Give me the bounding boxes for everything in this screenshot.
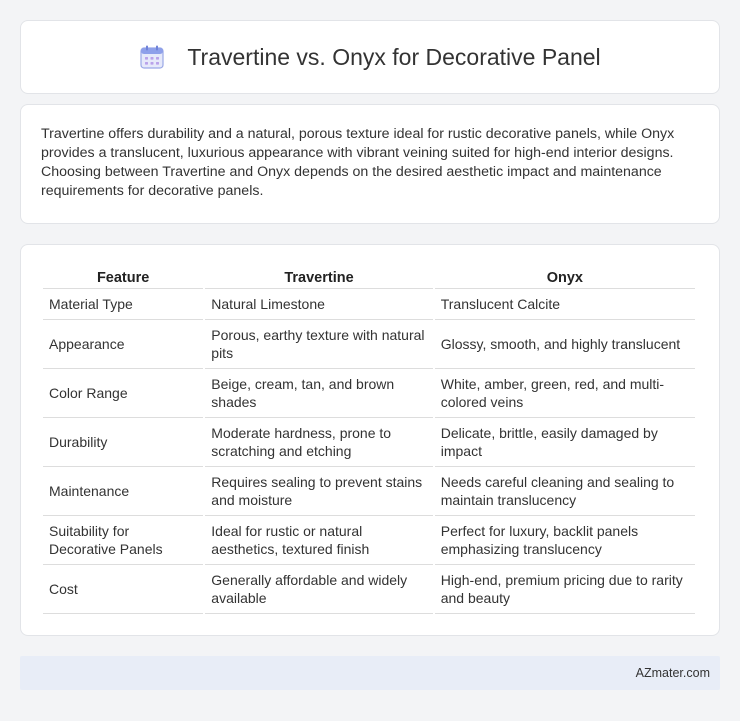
footer-brand[interactable]: AZmater.com [635,666,710,680]
table-row [43,516,695,565]
feature-cell: Maintenance [43,467,203,516]
onyx-cell: Delicate, brittle, easily damaged by impact [435,418,695,467]
feature-cell: Suitability for Decorative Panels [43,516,203,565]
feature-cell: Durability [43,418,203,467]
page-title: Travertine vs. Onyx for Decorative Panel [187,43,601,70]
header-travertine: Travertine [205,265,432,289]
feature-cell: Appearance [43,320,203,369]
intro-text: Travertine offers durability and a natural, porous texture ideal for rustic decorative panels, while Onyx provides a translucent, luxurious appearance with vibrant veining suited for high-end interior designs. Choosing between Travertine and Onyx depends on the desired aesthetic impact and maintenance requirements for decorative panels. [41,126,675,199]
calendar-icon [139,44,165,70]
intro-card [20,104,720,224]
header-onyx: Onyx [435,265,695,289]
feature-cell: Material Type [43,289,203,320]
comparison-table [41,265,697,614]
travertine-cell: Requires sealing to prevent stains and moisture [205,467,432,516]
comparison-card [20,244,720,636]
onyx-cell: Glossy, smooth, and highly translucent [435,320,695,369]
travertine-cell: Generally affordable and widely available [205,565,432,614]
table-row [43,320,695,369]
feature-cell: Color Range [43,369,203,418]
onyx-cell: Needs careful cleaning and sealing to maintain translucency [435,467,695,516]
table-row [43,289,695,320]
table-row [43,369,695,418]
travertine-cell: Natural Limestone [205,289,432,320]
feature-cell: Cost [43,565,203,614]
travertine-cell: Moderate hardness, prone to scratching and etching [205,418,432,467]
table-row [43,565,695,614]
onyx-cell: High-end, premium pricing due to rarity and beauty [435,565,695,614]
table-row [43,467,695,516]
footer [20,656,720,690]
table-header-row [43,265,695,289]
travertine-cell: Beige, cream, tan, and brown shades [205,369,432,418]
travertine-cell: Ideal for rustic or natural aesthetics, textured finish [205,516,432,565]
travertine-cell: Porous, earthy texture with natural pits [205,320,432,369]
title-card [20,20,720,94]
table-row [43,418,695,467]
onyx-cell: Translucent Calcite [435,289,695,320]
header-feature: Feature [43,265,203,289]
onyx-cell: Perfect for luxury, backlit panels emphasizing translucency [435,516,695,565]
onyx-cell: White, amber, green, red, and multi-colored veins [435,369,695,418]
